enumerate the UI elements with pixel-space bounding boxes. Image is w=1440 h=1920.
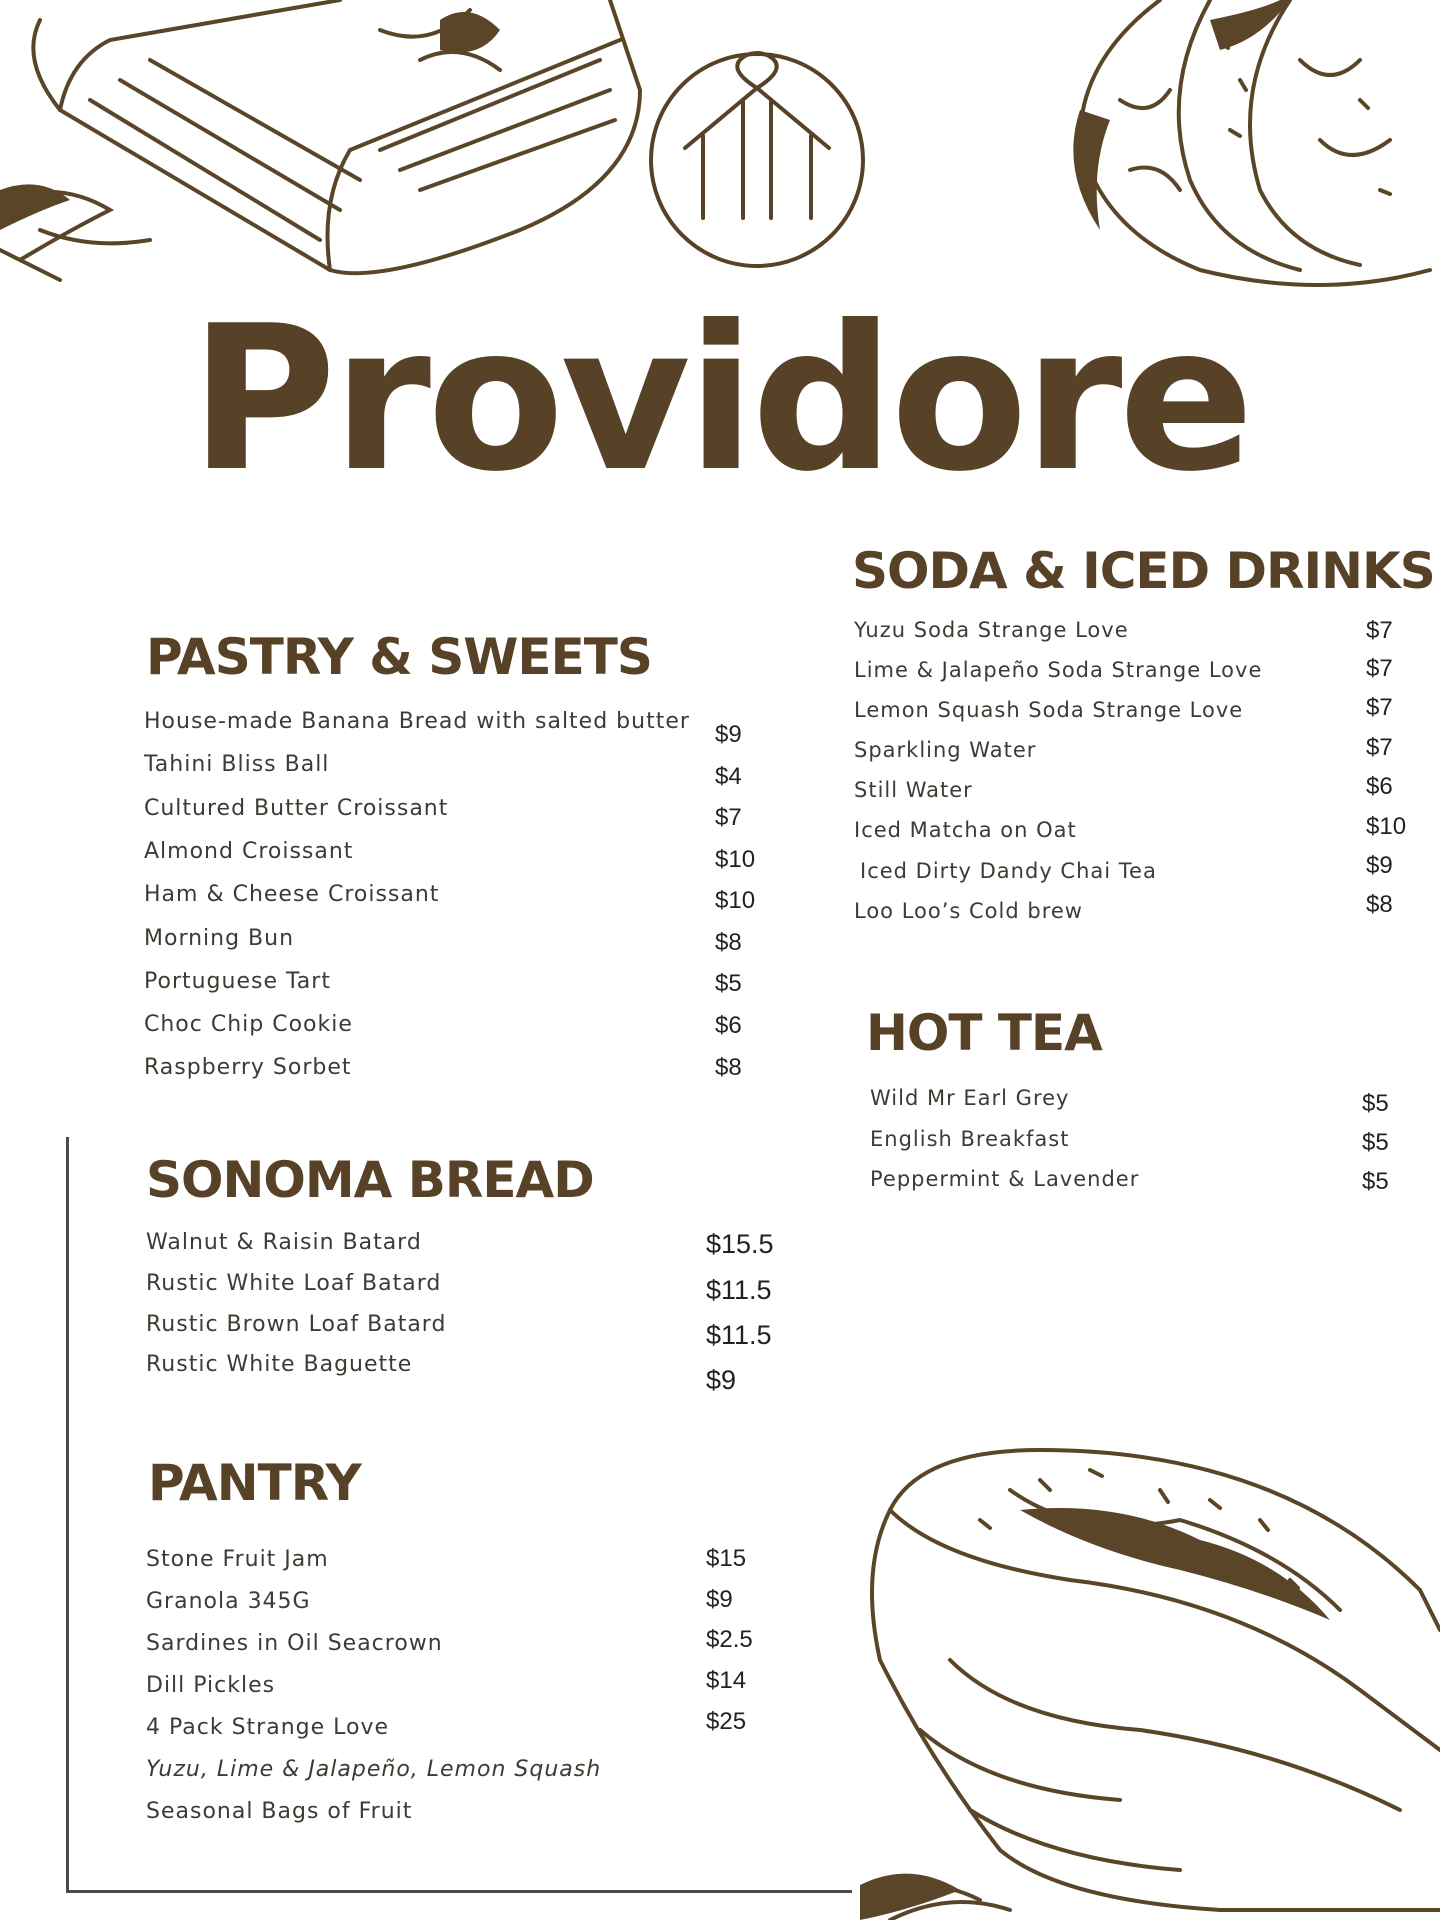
- menu-item-price: $2.5: [706, 1626, 753, 1653]
- section-title-pantry: PANTRY: [148, 1454, 361, 1512]
- menu-item-price: $7: [1366, 655, 1393, 682]
- menu-item-name: Almond Croissant: [144, 839, 354, 864]
- menu-item-name: House-made Banana Bread with salted butter: [144, 709, 690, 734]
- menu-item-name: Seasonal Bags of Fruit: [146, 1799, 413, 1824]
- menu-item-price: $15.5: [706, 1229, 774, 1259]
- menu-item-price: $9: [706, 1586, 733, 1613]
- menu-item-price: $4: [715, 763, 742, 790]
- menu-item-name: Yuzu Soda Strange Love: [854, 618, 1129, 642]
- menu-item-name: Walnut & Raisin Batard: [146, 1230, 422, 1255]
- menu-item-price: $15: [706, 1545, 747, 1572]
- menu-item-price: $6: [715, 1012, 742, 1039]
- menu-item-name: Peppermint & Lavender: [870, 1167, 1140, 1191]
- menu-item-price: $11.5: [706, 1275, 772, 1305]
- section-title-tea: HOT TEA: [866, 1004, 1102, 1062]
- menu-item-name: Morning Bun: [144, 926, 295, 951]
- menu-item-price: $6: [1366, 773, 1393, 800]
- section-title-bread: SONOMA BREAD: [146, 1151, 594, 1209]
- menu-item-name: Rustic White Baguette: [146, 1352, 413, 1377]
- menu-item-price: $10: [715, 887, 756, 914]
- menu-item-price: $9: [706, 1365, 737, 1395]
- section-title-pastry: PASTRY & SWEETS: [146, 628, 652, 686]
- loaf-illustration-bottom-right: [860, 1430, 1440, 1920]
- menu-item-name: Dill Pickles: [146, 1673, 276, 1698]
- menu-item-name: Ham & Cheese Croissant: [144, 882, 440, 907]
- menu-item-name: Loo Loo’s Cold brew: [854, 899, 1083, 923]
- menu-item-price: $8: [715, 1054, 742, 1081]
- menu-item-name: Raspberry Sorbet: [144, 1055, 352, 1080]
- menu-item-price: $7: [1366, 617, 1393, 644]
- menu-item-name: Portuguese Tart: [144, 969, 331, 994]
- frame-line-horizontal: [66, 1890, 852, 1893]
- menu-item-name: Still Water: [854, 778, 973, 802]
- menu-item-name: Rustic Brown Loaf Batard: [146, 1312, 447, 1337]
- menu-item-price: $25: [706, 1708, 747, 1735]
- menu-item-price: $5: [715, 970, 742, 997]
- menu-item-name: English Breakfast: [870, 1127, 1070, 1151]
- loaf-illustration-top-left: [0, 0, 660, 290]
- menu-item-name: Wild Mr Earl Grey: [870, 1086, 1070, 1110]
- menu-item-name: Tahini Bliss Ball: [144, 752, 330, 777]
- menu-item-name: 4 Pack Strange Love: [146, 1715, 390, 1740]
- menu-item-name: Iced Matcha on Oat: [854, 818, 1077, 842]
- menu-item-name: Choc Chip Cookie: [144, 1012, 353, 1037]
- menu-item-price: $14: [706, 1667, 747, 1694]
- menu-item-price: $11.5: [706, 1320, 772, 1350]
- brand-title: Providore: [189, 283, 1251, 516]
- menu-item-note: Yuzu, Lime & Jalapeño, Lemon Squash: [146, 1757, 602, 1782]
- menu-item-name: Sparkling Water: [854, 738, 1037, 762]
- menu-item-price: $5: [1362, 1129, 1389, 1156]
- menu-item-name: Granola 345G: [146, 1589, 311, 1614]
- menu-item-price: $7: [715, 804, 742, 831]
- frame-line-vertical: [66, 1137, 69, 1893]
- menu-item-name: Lime & Jalapeño Soda Strange Love: [854, 658, 1263, 682]
- menu-item-price: $10: [1366, 813, 1407, 840]
- house-monogram-icon: [645, 48, 869, 272]
- menu-item-price: $5: [1362, 1090, 1389, 1117]
- section-title-soda: SODA & ICED DRINKS: [852, 542, 1435, 600]
- menu-item-name: Iced Dirty Dandy Chai Tea: [860, 859, 1157, 883]
- menu-item-name: Cultured Butter Croissant: [144, 796, 449, 821]
- menu-item-price: $9: [715, 721, 742, 748]
- menu-item-name: Sardines in Oil Seacrown: [146, 1631, 443, 1656]
- menu-item-price: $10: [715, 846, 756, 873]
- menu-item-name: Rustic White Loaf Batard: [146, 1271, 442, 1296]
- menu-item-price: $8: [1366, 891, 1393, 918]
- menu-item-price: $9: [1366, 852, 1393, 879]
- menu-item-price: $8: [715, 929, 742, 956]
- menu-item-name: Stone Fruit Jam: [146, 1547, 329, 1572]
- menu-item-price: $7: [1366, 734, 1393, 761]
- menu-item-price: $5: [1362, 1168, 1389, 1195]
- menu-item-price: $7: [1366, 694, 1393, 721]
- bread-illustration-top-right: [1060, 0, 1440, 300]
- menu-item-name: Lemon Squash Soda Strange Love: [854, 698, 1244, 722]
